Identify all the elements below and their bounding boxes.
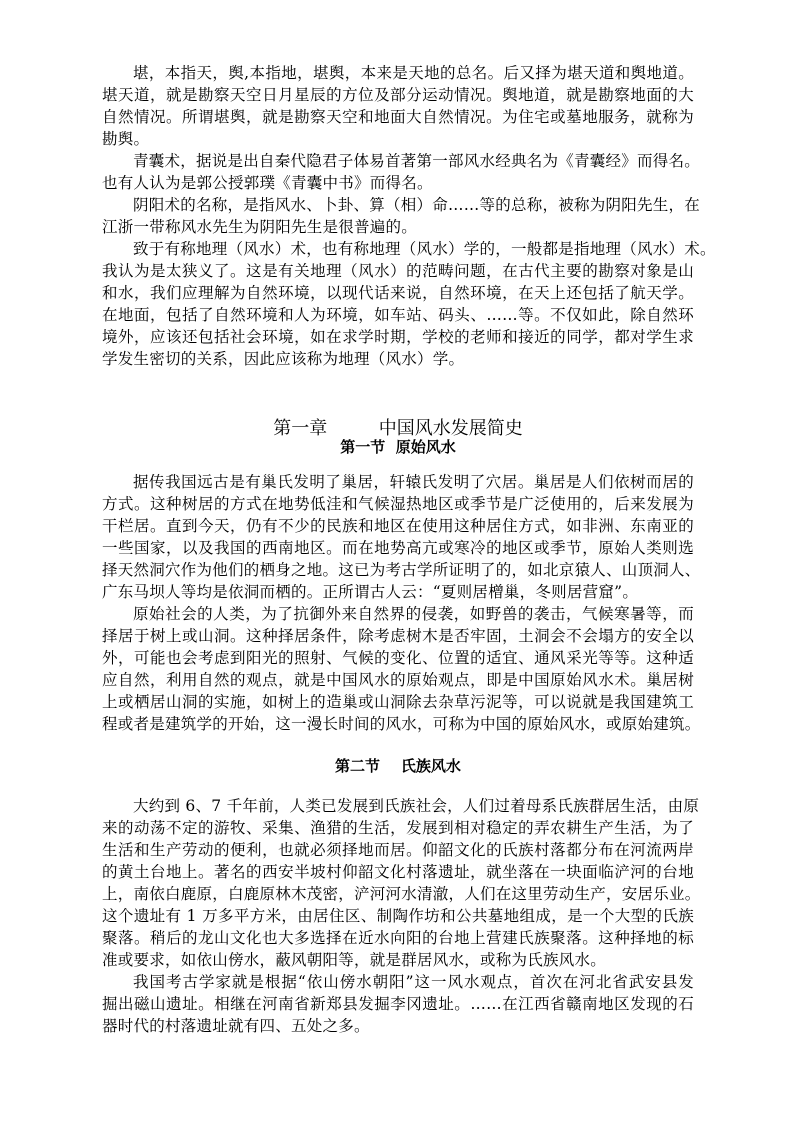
intro-line: 江浙一带称风水先生为阴阳先生是很普遍的。 (102, 218, 418, 236)
intro-line: 致于有称地理（风水）术，也有称地理（风水）学的，一般都是指地理（风水）术。 (133, 240, 716, 258)
intro-line: 阴阳术的名称，是指风水、卜卦、算（相）命……等的总称，被称为阴阳先生，在 (133, 196, 701, 214)
intro-line: 青囊术，据说是出自秦代隐君子体易首著第一部风水经典名为《青囊经》而得名。 (133, 152, 701, 170)
section1-line: 应自然，利用自然的观点，就是中国风水的原始观点，即是中国原始风水术。巢居树 (102, 671, 694, 689)
section2-line: 器时代的村落遗址就有四、五处之多。 (102, 1017, 370, 1035)
section2-line: 准或要求，如依山傍水，蔽风朝阳等，就是群居风水，或称为氏族风水。 (102, 951, 607, 969)
intro-line: 堪天道，就是勘察天空日月星辰的方位及部分运动情况。舆地道，就是勘察地面的大 (102, 86, 694, 104)
intro-line: 我认为是太狭义了。这是有关地理（风水）的范畴问题，在古代主要的勘察对象是山 (102, 262, 694, 280)
intro-line: 境外，应该还包括社会环境，如在求学时期，学校的老师和接近的同学，都对学生求 (102, 328, 694, 346)
section1-line: 上或栖居山洞的实施，如树上的造巢或山洞除去杂草污泥等，可以说就是我国建筑工 (102, 693, 694, 711)
intro-line: 学发生密切的关系，因此应该称为地理（风水）学。 (102, 350, 465, 368)
intro-line: 在地面，包括了自然环境和人为环境，如车站、码头、……等。不仅如此，除自然环 (102, 306, 694, 324)
section1-line: 一些国家，以及我国的西南地区。而在地势高亢或寒冷的地区或季节，原始人类则选 (102, 539, 694, 557)
section-title: 第一节 原始风水 (340, 438, 456, 456)
section2-line: 来的动荡不定的游牧、采集、渔猎的生活，发展到相对稳定的弄农耕生产生活，为了 (102, 819, 694, 837)
section1-line: 据传我国远古是有巢氏发明了巢居，轩辕氏发明了穴居。巢居是人们依树而居的 (133, 473, 694, 491)
section-title: 第二节 氏族风水 (335, 757, 461, 775)
section2-line: 的黄土台地上。著名的西安半坡村仰韶文化村落遗址，就坐落在一块面临浐河的台地 (102, 863, 694, 881)
section1-line: 择天然洞穴作为他们的栖身之地。这已为考古学所证明了的，如北京猿人、山顶洞人、 (102, 561, 701, 579)
section1-line: 程或者是建筑学的开始，这一漫长时间的风水，可称为中国的原始风水，或原始建筑。 (102, 715, 701, 733)
section1-line: 原始社会的人类，为了抗御外来自然界的侵袭，如野兽的袭击，气候寒暑等，而 (133, 605, 694, 623)
intro-line: 和水，我们应理解为自然环境，以现代话来说，自然环境，在天上还包括了航天学。 (102, 284, 694, 302)
section1-line: 择居于树上或山洞。这种择居条件，除考虑树木是否牢固，土洞会不会塌方的安全以 (102, 627, 694, 645)
intro-line: 勘舆。 (102, 130, 150, 148)
section2-line: 掘出磁山遗址。相继在河南省新郑县发掘李冈遗址。……在江西省赣南地区发现的石 (102, 995, 694, 1013)
section2-line: 生活和生产劳动的便利，也就必须择地而居。仰韶文化的氏族村落都分布在河流两岸 (102, 841, 694, 859)
intro-line: 堪，本指天，舆,本指地，堪舆，本来是天地的总名。后又择为堪天道和舆地道。 (133, 64, 694, 82)
section1-line: 干栏居。直到今天，仍有不少的民族和地区在使用这种居住方式，如非洲、东南亚的 (102, 517, 694, 535)
section2-line: 上，南依白鹿原，白鹿原林木茂密，浐河河水清澈，人们在这里劳动生产，安居乐业。 (102, 885, 701, 903)
section2-line: 我国考古学家就是根据“依山傍水朝阳”这一风水观点，首次在河北省武安县发 (133, 973, 694, 991)
section2-line: 大约到 6、7 千年前，人类已发展到氏族社会，人们过着母系氏族群居生活，由原 (133, 797, 700, 815)
section1-line: 方式。这种树居的方式在地势低洼和气候湿热地区或季节是广泛使用的，后来发展为 (102, 495, 694, 513)
chapter-title: 第一章 中国风水发展简史 (273, 418, 523, 439)
section2-line: 聚落。稍后的龙山文化也大多选择在近水向阳的台地上营建氏族聚落。这种择地的标 (102, 929, 694, 947)
intro-line: 也有人认为是郭公授郭璞《青囊中书》而得名。 (102, 174, 433, 192)
section2-line: 这个遗址有 1 万多平方米，由居住区、制陶作坊和公共墓地组成，是一个大型的氏族 (102, 907, 694, 925)
section1-line: 广东马坝人等均是依洞而栖的。正所谓古人云：“夏则居橧巢，冬则居营窟”。 (102, 583, 639, 601)
intro-line: 自然情况。所谓堪舆，就是勘察天空和地面大自然情况。为住宅或墓地服务，就称为 (102, 108, 694, 126)
section1-line: 外，可能也会考虑到阳光的照射、气候的变化、位置的适宜、通风采光等等。这种适 (102, 649, 694, 667)
